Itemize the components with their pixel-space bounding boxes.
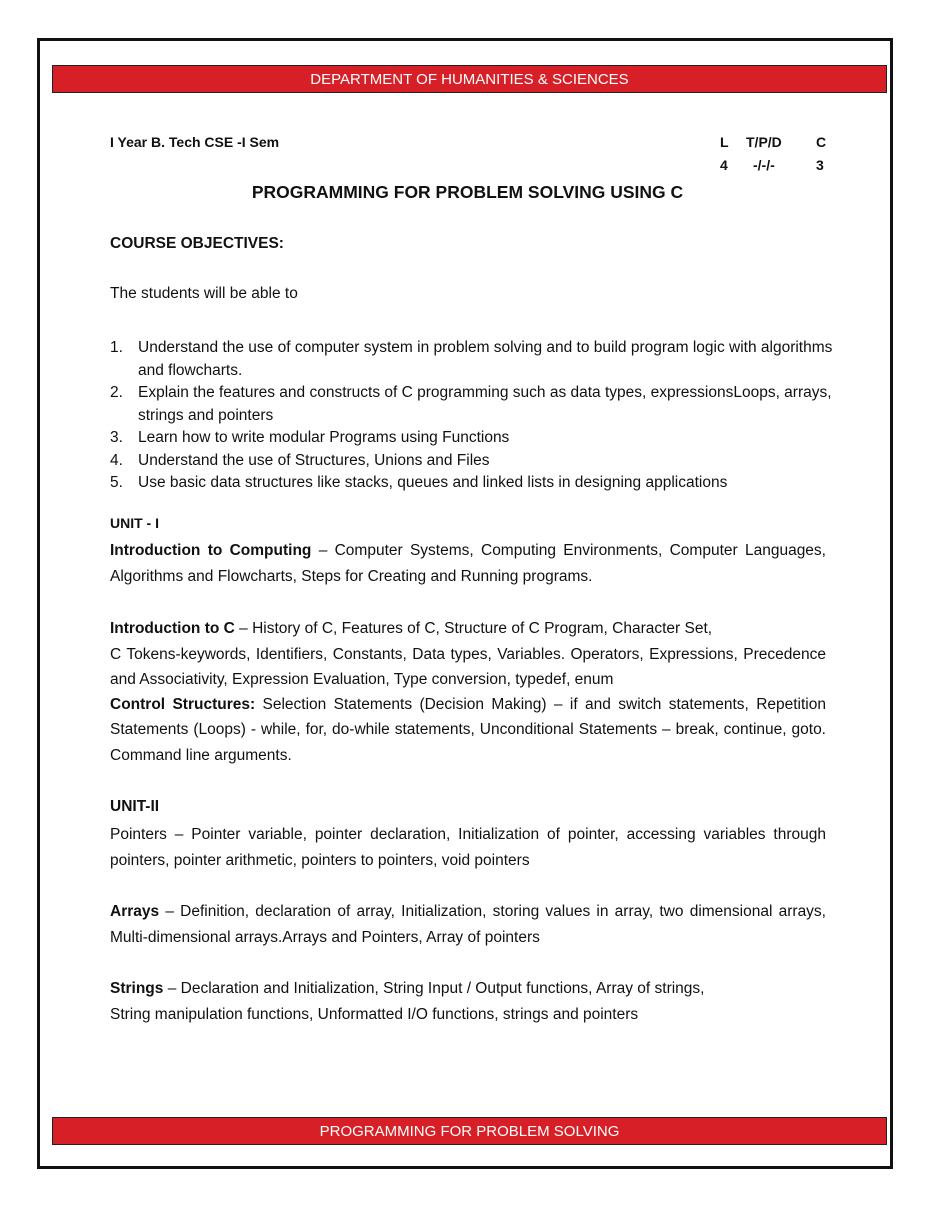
- ltpc-header-row: [720, 134, 830, 157]
- ltpc-value-tpd: -/-/-: [753, 157, 775, 173]
- control-structures: [110, 692, 826, 769]
- ltpc-header-tpd: T/P/D: [746, 134, 782, 150]
- objectives-list: [110, 337, 835, 495]
- unit2-arrays: [110, 899, 826, 950]
- unit1-heading: UNIT - I: [110, 515, 159, 531]
- strings-line1: – Declaration and Initialization, String Input / Output functions, Array of strings,: [163, 980, 705, 997]
- objective-item: [110, 382, 835, 427]
- objective-item: [110, 337, 835, 382]
- unit2-strings: [110, 976, 826, 1027]
- objective-number: 2.: [110, 384, 123, 401]
- strings-line2: String manipulation functions, Unformatted I/O functions, strings and pointers: [110, 1005, 639, 1023]
- intro-computing-text: – Computer Systems, Computing Environments, Computer Languages, Algorithms and Flowcharts, Steps for Creating and Running programs.: [110, 542, 826, 585]
- intro-c-line1: – History of C, Features of C, Structure of C Program, Character Set,: [234, 620, 713, 637]
- objective-number: 4.: [110, 451, 123, 469]
- unit2-heading: UNIT-II: [110, 798, 160, 815]
- arrays-label: Arrays: [110, 903, 160, 920]
- unit1-intro-computing: [110, 538, 826, 589]
- intro-c-label: Introduction to C: [110, 620, 235, 637]
- ltpc-value-c: 3: [816, 157, 824, 173]
- objective-text: Understand the use of Structures, Unions and Files: [138, 451, 490, 469]
- objectives-intro: The students will be able to: [110, 285, 298, 302]
- objective-item: [110, 472, 835, 495]
- objectives-heading: COURSE OBJECTIVES:: [110, 235, 284, 252]
- ltpc-table: [720, 134, 830, 180]
- objective-text: Understand the use of computer system in problem solving and to build program logic with algorithms and flowcharts.: [138, 339, 833, 379]
- objective-item: [110, 427, 835, 450]
- control-structures-text: Selection Statements (Decision Making) – if and switch statements, Repetition Statements (Loops) - while, for, do-while statements, Unconditional Statements – break, continue, goto. Command line arguments.: [110, 695, 826, 765]
- objective-item: [110, 450, 835, 473]
- control-structures-label: Control Structures:: [110, 695, 256, 713]
- unit1-intro-c: [110, 616, 826, 769]
- header-banner: DEPARTMENT OF HUMANITIES & SCIENCES: [52, 65, 887, 93]
- arrays-text: – Definition, declaration of array, Initialization, storing values in array, two dimensional arrays, Multi-dimensional arrays.Arrays and Pointers, Array of pointers: [110, 903, 826, 946]
- course-year: I Year B. Tech CSE -I Sem: [110, 134, 280, 150]
- objective-number: 3.: [110, 429, 123, 446]
- course-title: PROGRAMMING FOR PROBLEM SOLVING USING C: [251, 182, 684, 202]
- intro-c-rest: C Tokens-keywords, Identifiers, Constants, Data types, Variables. Operators, Expressions, Precedence and Associativity, Expression Evaluation, Type conversion, typedef, enum: [110, 645, 826, 688]
- strings-label: Strings: [110, 980, 164, 997]
- objective-number: 1.: [110, 339, 123, 356]
- objective-number: 5.: [110, 474, 123, 491]
- intro-computing-label: Introduction to Computing: [110, 542, 312, 559]
- ltpc-value-row: [720, 157, 830, 180]
- objective-text: Use basic data structures like stacks, queues and linked lists in designing applications: [138, 474, 728, 491]
- objective-text: Learn how to write modular Programs using Functions: [138, 429, 510, 446]
- objective-text: Explain the features and constructs of C programming such as data types, expressionsLoops, arrays, strings and pointers: [138, 384, 832, 424]
- ltpc-header-c: C: [816, 134, 827, 150]
- ltpc-value-l: 4: [720, 157, 728, 173]
- unit2-pointers: Pointers – Pointer variable, pointer declaration, Initialization of pointer, accessing variables through pointers, pointer arithmetic, pointers to pointers, void pointers: [110, 826, 826, 869]
- footer-banner: PROGRAMMING FOR PROBLEM SOLVING: [52, 1117, 887, 1145]
- ltpc-header-l: L: [720, 134, 729, 150]
